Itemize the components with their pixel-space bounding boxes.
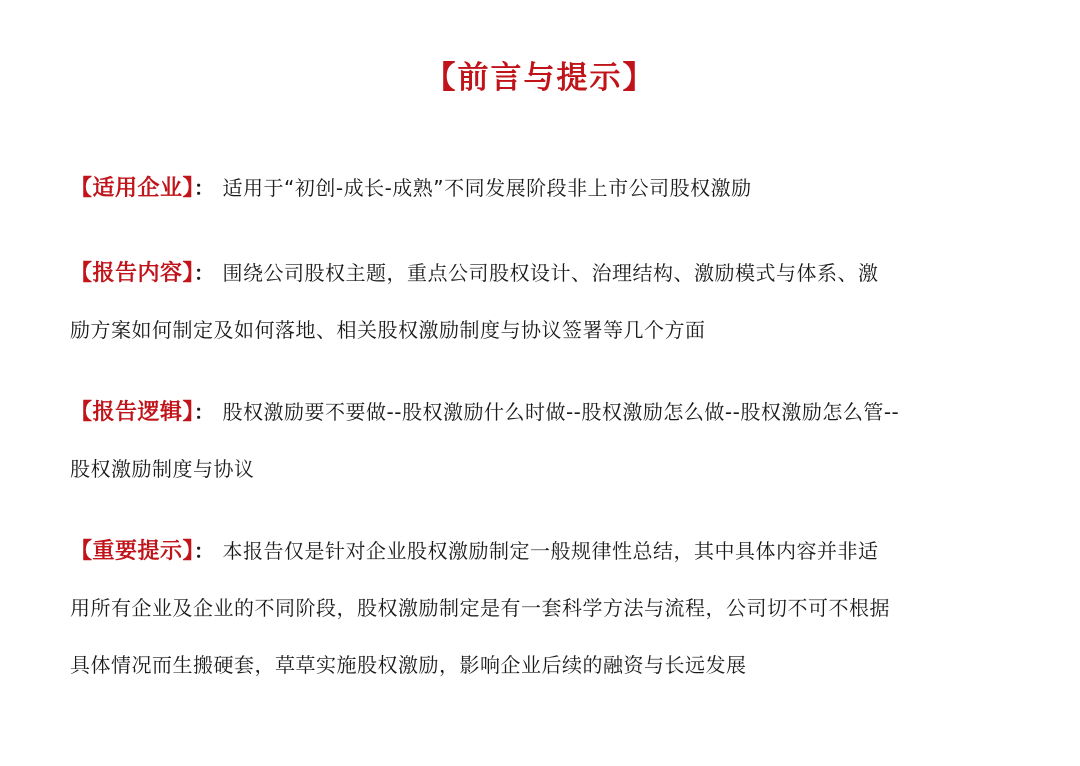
- section-report-logic: [70, 384, 1015, 498]
- section-line: 具体情况而生搬硬套，草草实施股权激励，影响企业后续的融资与长远发展: [70, 653, 747, 677]
- section-text: 围绕公司股权主题，重点公司股权设计、治理结构、激励模式与体系、激: [222, 261, 879, 285]
- section-label: 【报告逻辑】: [70, 400, 195, 425]
- section-colon: ：: [194, 539, 215, 563]
- section-report-content: [70, 245, 1015, 359]
- section-important-notice: [70, 523, 1015, 694]
- section-text: 适用于“初创-成长-成熟”不同发展阶段非上市公司股权激励: [222, 176, 752, 200]
- section-text: 本报告仅是针对企业股权激励制定一般规律性总结，其中具体内容并非适: [222, 539, 879, 563]
- section-colon: ：: [194, 176, 215, 200]
- section-colon: ：: [194, 400, 215, 424]
- section-label: 【适用企业】: [70, 176, 195, 201]
- section-line: [70, 384, 1015, 441]
- section-colon: ：: [194, 261, 215, 285]
- section-label: 【报告内容】: [70, 261, 195, 286]
- section-applicable-enterprises: [70, 160, 1015, 217]
- section-line: [70, 160, 1015, 217]
- section-line: 励方案如何制定及如何落地、相关股权激励制度与协议签署等几个方面: [70, 318, 706, 342]
- section-line: [70, 523, 1015, 580]
- page-title: 【前言与提示】: [424, 60, 656, 96]
- section-text: 股权激励要不要做--股权激励什么时做--股权激励怎么做--股权激励怎么管--: [222, 400, 900, 424]
- section-line: [70, 245, 1015, 302]
- section-line: 用所有企业及企业的不同阶段，股权激励制定是有一套科学方法与流程，公司切不可不根据: [70, 596, 890, 620]
- section-label: 【重要提示】: [70, 539, 195, 564]
- section-line: 股权激励制度与协议: [70, 457, 255, 481]
